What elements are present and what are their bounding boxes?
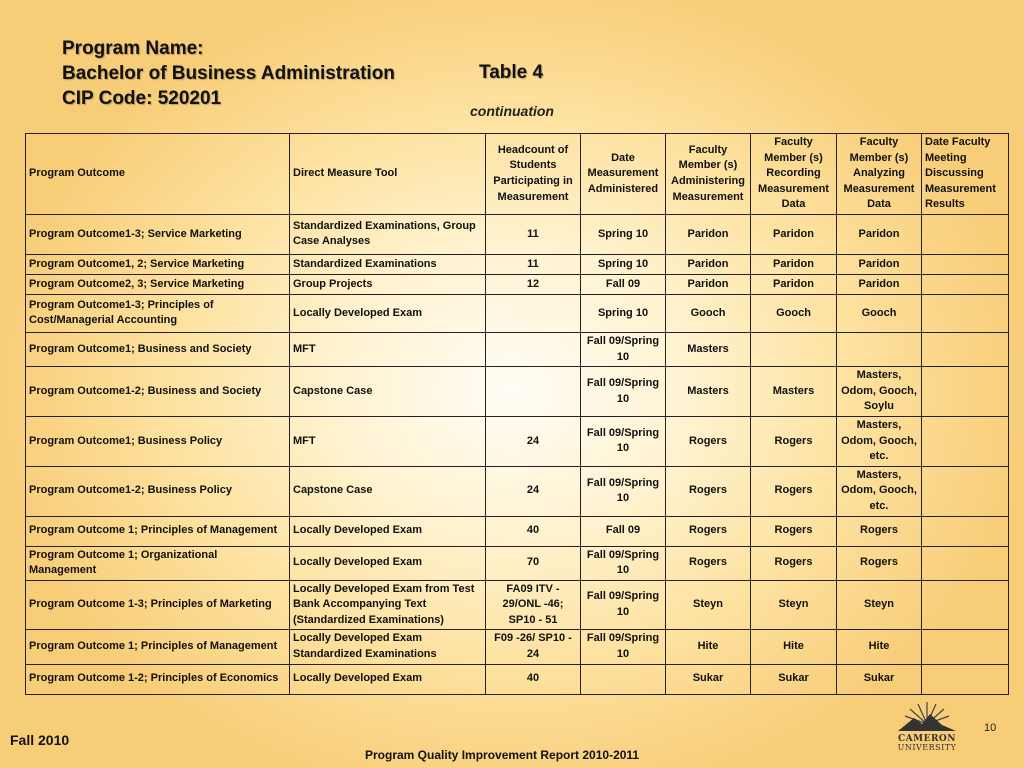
cell-date-administered: Spring 10 xyxy=(581,214,666,254)
cell-date-administered: Fall 09/Spring 10 xyxy=(581,466,666,516)
cell-headcount xyxy=(486,332,581,366)
cell-date-faculty-meeting xyxy=(922,274,1009,294)
table-row xyxy=(26,254,1009,274)
cell-headcount: F09 -26/ SP10 - 24 xyxy=(486,630,581,664)
cell-date-faculty-meeting xyxy=(922,254,1009,274)
cell-date-faculty-meeting xyxy=(922,516,1009,546)
cell-faculty-administering: Rogers xyxy=(666,546,751,580)
cell-date-administered: Fall 09 xyxy=(581,516,666,546)
header-faculty-analyzing: Faculty Member (s) Analyzing Measurement Data xyxy=(837,134,922,215)
cell-program-outcome: Program Outcome1; Business and Society xyxy=(26,332,290,366)
cell-program-outcome: Program Outcome 1; Principles of Management xyxy=(26,516,290,546)
cell-date-faculty-meeting xyxy=(922,367,1009,417)
cell-faculty-analyzing: Hite xyxy=(837,630,922,664)
cell-faculty-administering: Masters xyxy=(666,332,751,366)
cell-direct-measure-tool: Locally Developed Exam from Test Bank Accompanying Text (Standardized Examinations) xyxy=(290,580,486,630)
cell-faculty-recording: Steyn xyxy=(751,580,837,630)
cell-date-administered: Spring 10 xyxy=(581,294,666,332)
cell-faculty-administering: Masters xyxy=(666,367,751,417)
cell-faculty-administering: Paridon xyxy=(666,214,751,254)
table-row xyxy=(26,664,1009,694)
program-name: Bachelor of Business Administration xyxy=(62,63,395,84)
cell-headcount: 24 xyxy=(486,416,581,466)
cell-headcount: 12 xyxy=(486,274,581,294)
cell-direct-measure-tool: Group Projects xyxy=(290,274,486,294)
cell-program-outcome: Program Outcome 1; Principles of Management xyxy=(26,630,290,664)
table-row xyxy=(26,516,1009,546)
cell-faculty-analyzing: Masters, Odom, Gooch, etc. xyxy=(837,416,922,466)
cell-faculty-analyzing: Masters, Odom, Gooch, Soylu xyxy=(837,367,922,417)
cell-faculty-recording: Paridon xyxy=(751,214,837,254)
logo-name: CAMERON xyxy=(897,734,956,744)
cell-headcount: 70 xyxy=(486,546,581,580)
cell-program-outcome: Program Outcome1; Business Policy xyxy=(26,416,290,466)
table-row xyxy=(26,332,1009,366)
cell-direct-measure-tool: Standardized Examinations, Group Case Analyses xyxy=(290,214,486,254)
table-row xyxy=(26,294,1009,332)
cell-faculty-analyzing: Gooch xyxy=(837,294,922,332)
cell-headcount: FA09 ITV - 29/ONL -46; SP10 - 51 xyxy=(486,580,581,630)
cell-faculty-analyzing: Rogers xyxy=(837,516,922,546)
cip-code: CIP Code: 520201 xyxy=(62,88,222,109)
cell-faculty-administering: Rogers xyxy=(666,516,751,546)
cell-direct-measure-tool: Locally Developed Exam xyxy=(290,294,486,332)
cell-direct-measure-tool: Locally Developed Exam Standardized Examinations xyxy=(290,630,486,664)
cell-headcount: 40 xyxy=(486,664,581,694)
logo-sub: UNIVERSITY xyxy=(897,743,957,752)
report-title: Program Quality Improvement Report 2010-2011 xyxy=(365,748,640,762)
cell-faculty-administering: Paridon xyxy=(666,254,751,274)
header-faculty-recording: Faculty Member (s) Recording Measurement Data xyxy=(751,134,837,215)
sun-mountain-icon xyxy=(896,698,958,732)
cell-faculty-recording: Paridon xyxy=(751,274,837,294)
cell-faculty-analyzing: Sukar xyxy=(837,664,922,694)
program-name-label: Program Name: xyxy=(62,38,204,59)
table-header-row xyxy=(26,134,1009,215)
cell-direct-measure-tool: Capstone Case xyxy=(290,367,486,417)
cell-date-administered: Fall 09 xyxy=(581,274,666,294)
cell-program-outcome: Program Outcome1-2; Business and Society xyxy=(26,367,290,417)
outcomes-table xyxy=(25,133,1009,695)
cell-headcount: 40 xyxy=(486,516,581,546)
header-date-administered: Date Measurement Administered xyxy=(581,134,666,215)
cell-direct-measure-tool: MFT xyxy=(290,416,486,466)
header-headcount: Headcount of Students Participating in Measurement xyxy=(486,134,581,215)
cell-faculty-recording: Sukar xyxy=(751,664,837,694)
cell-faculty-recording: Gooch xyxy=(751,294,837,332)
cell-faculty-analyzing: Paridon xyxy=(837,254,922,274)
term-label: Fall 2010 xyxy=(10,732,70,748)
cell-headcount xyxy=(486,294,581,332)
cell-date-faculty-meeting xyxy=(922,294,1009,332)
cell-direct-measure-tool: Standardized Examinations xyxy=(290,254,486,274)
cell-faculty-administering: Paridon xyxy=(666,274,751,294)
cell-faculty-administering: Sukar xyxy=(666,664,751,694)
table-row xyxy=(26,630,1009,664)
cell-date-faculty-meeting xyxy=(922,630,1009,664)
cell-faculty-administering: Rogers xyxy=(666,416,751,466)
cell-headcount: 11 xyxy=(486,254,581,274)
cell-faculty-recording: Masters xyxy=(751,367,837,417)
cell-direct-measure-tool: Locally Developed Exam xyxy=(290,516,486,546)
cell-direct-measure-tool: Locally Developed Exam xyxy=(290,664,486,694)
table-row xyxy=(26,466,1009,516)
cell-date-faculty-meeting xyxy=(922,580,1009,630)
cell-faculty-recording: Rogers xyxy=(751,516,837,546)
table-row xyxy=(26,416,1009,466)
cell-program-outcome: Program Outcome 1-2; Principles of Economics xyxy=(26,664,290,694)
cell-faculty-recording xyxy=(751,332,837,366)
cell-faculty-analyzing: Masters, Odom, Gooch, etc. xyxy=(837,466,922,516)
cell-date-faculty-meeting xyxy=(922,466,1009,516)
cell-date-administered: Fall 09/Spring 10 xyxy=(581,546,666,580)
cell-date-faculty-meeting xyxy=(922,332,1009,366)
cell-headcount: 11 xyxy=(486,214,581,254)
cell-faculty-analyzing: Steyn xyxy=(837,580,922,630)
cell-date-faculty-meeting xyxy=(922,214,1009,254)
cell-faculty-recording: Hite xyxy=(751,630,837,664)
cell-faculty-administering: Steyn xyxy=(666,580,751,630)
cell-faculty-analyzing: Paridon xyxy=(837,274,922,294)
cell-direct-measure-tool: Capstone Case xyxy=(290,466,486,516)
page-number: 10 xyxy=(984,722,997,734)
header-direct-measure-tool: Direct Measure Tool xyxy=(290,134,486,215)
continuation-label: continuation xyxy=(470,103,554,119)
cell-date-faculty-meeting xyxy=(922,416,1009,466)
table-row xyxy=(26,546,1009,580)
cell-program-outcome: Program Outcome1-3; Service Marketing xyxy=(26,214,290,254)
cell-program-outcome: Program Outcome 1-3; Principles of Marketing xyxy=(26,580,290,630)
table-row xyxy=(26,274,1009,294)
cell-date-administered: Spring 10 xyxy=(581,254,666,274)
table-row xyxy=(26,367,1009,417)
cell-program-outcome: Program Outcome1, 2; Service Marketing xyxy=(26,254,290,274)
cell-date-administered: Fall 09/Spring 10 xyxy=(581,630,666,664)
cell-faculty-analyzing: Rogers xyxy=(837,546,922,580)
cell-faculty-administering: Rogers xyxy=(666,466,751,516)
table-body xyxy=(26,214,1009,694)
cell-direct-measure-tool: MFT xyxy=(290,332,486,366)
table-title: Table 4 xyxy=(479,62,544,83)
table-row xyxy=(26,580,1009,630)
cell-program-outcome: Program Outcome1-3; Principles of Cost/Managerial Accounting xyxy=(26,294,290,332)
cell-date-administered: Fall 09/Spring 10 xyxy=(581,332,666,366)
cell-program-outcome: Program Outcome2, 3; Service Marketing xyxy=(26,274,290,294)
cell-date-administered: Fall 09/Spring 10 xyxy=(581,416,666,466)
cell-faculty-recording: Rogers xyxy=(751,416,837,466)
cell-faculty-recording: Rogers xyxy=(751,466,837,516)
header-program-outcome: Program Outcome xyxy=(26,134,290,215)
cell-faculty-analyzing: Paridon xyxy=(837,214,922,254)
cell-faculty-administering: Gooch xyxy=(666,294,751,332)
cell-date-administered: Fall 09/Spring 10 xyxy=(581,367,666,417)
cell-date-administered xyxy=(581,664,666,694)
header-date-faculty-meeting: Date Faculty Meeting Discussing Measurement Results xyxy=(922,134,1009,215)
cell-headcount: 24 xyxy=(486,466,581,516)
cell-program-outcome: Program Outcome1-2; Business Policy xyxy=(26,466,290,516)
university-logo xyxy=(896,698,958,754)
cell-date-administered: Fall 09/Spring 10 xyxy=(581,580,666,630)
cell-date-faculty-meeting xyxy=(922,664,1009,694)
cell-faculty-recording: Rogers xyxy=(751,546,837,580)
cell-faculty-recording: Paridon xyxy=(751,254,837,274)
cell-direct-measure-tool: Locally Developed Exam xyxy=(290,546,486,580)
program-header xyxy=(62,36,395,111)
table-row xyxy=(26,214,1009,254)
cell-headcount xyxy=(486,367,581,417)
cell-faculty-administering: Hite xyxy=(666,630,751,664)
header-faculty-administering: Faculty Member (s) Administering Measurement xyxy=(666,134,751,215)
cell-program-outcome: Program Outcome 1; Organizational Management xyxy=(26,546,290,580)
cell-faculty-analyzing xyxy=(837,332,922,366)
cell-date-faculty-meeting xyxy=(922,546,1009,580)
